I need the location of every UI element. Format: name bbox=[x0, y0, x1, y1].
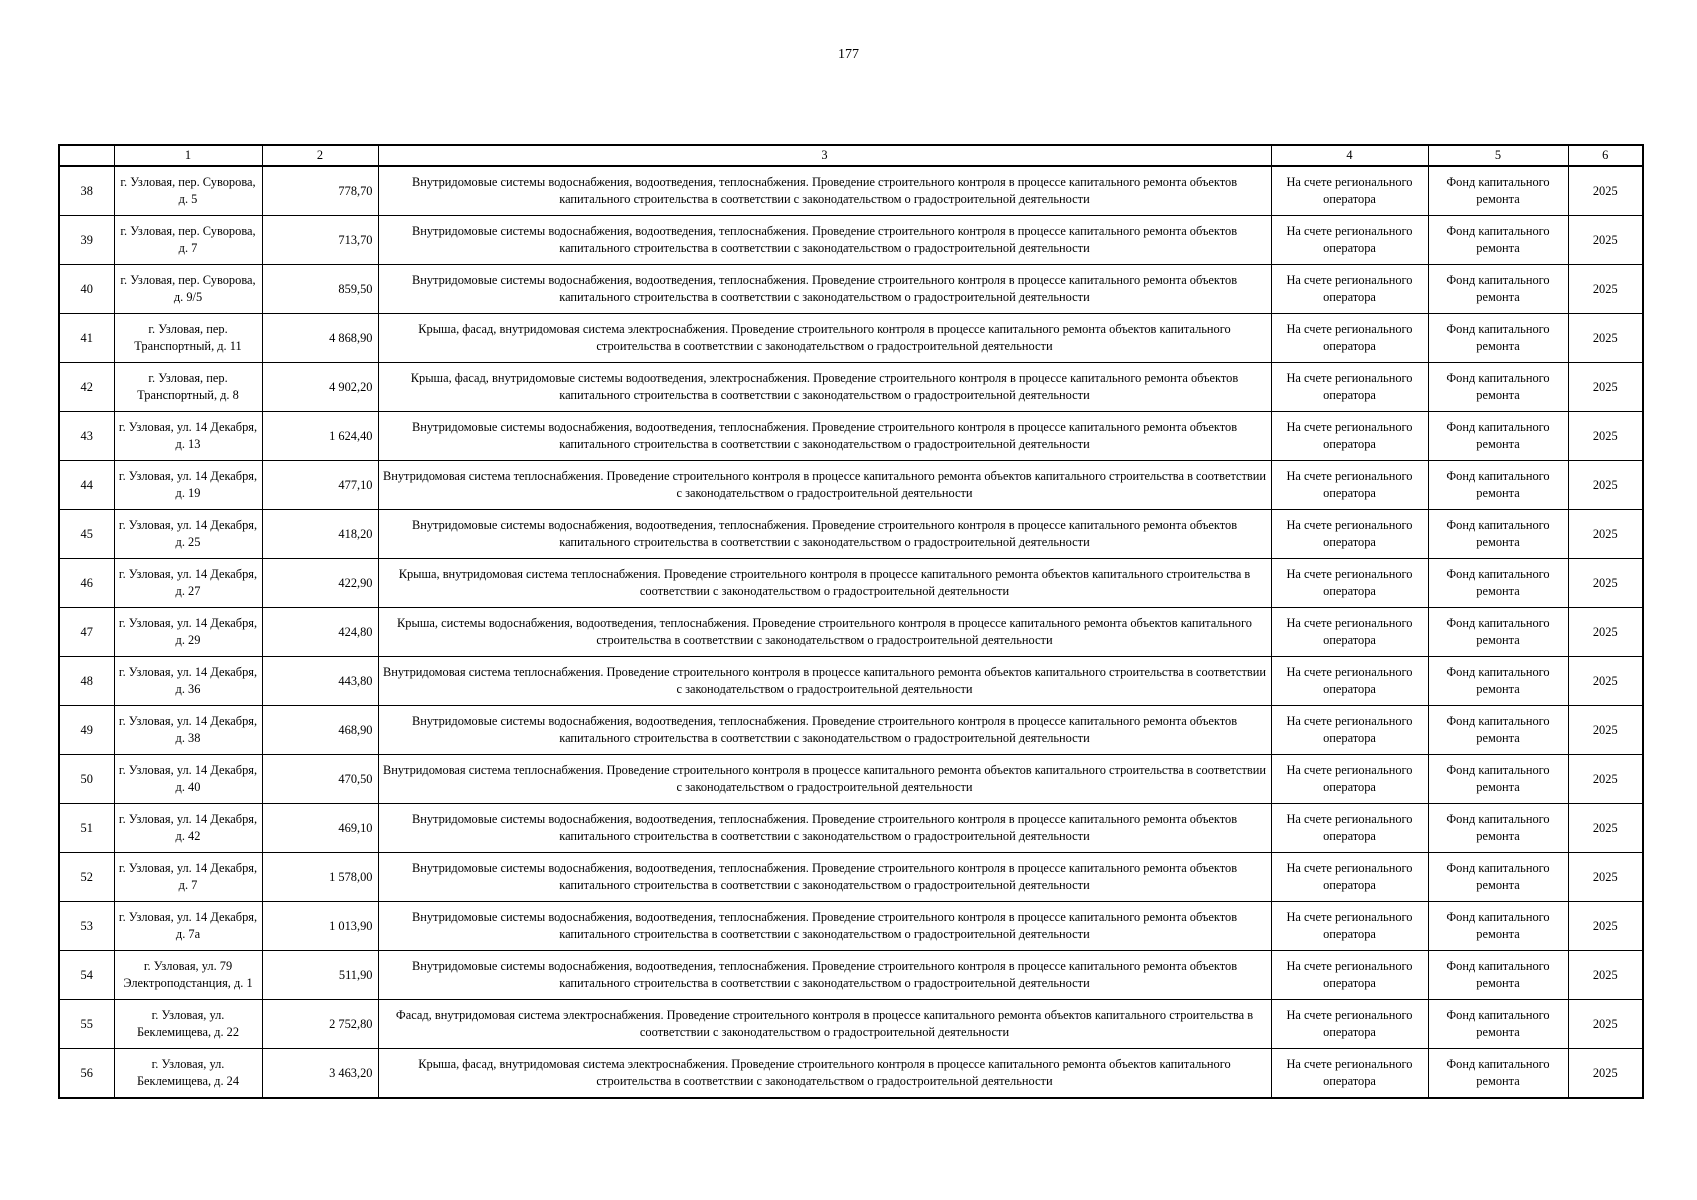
address-cell: г. Узловая, пер. Транспортный, д. 8 bbox=[114, 363, 262, 412]
funding-source-cell: Фонд капитального ремонта bbox=[1428, 706, 1568, 755]
area-cell: 418,20 bbox=[262, 510, 378, 559]
area-cell: 3 463,20 bbox=[262, 1049, 378, 1099]
funding-source-cell: Фонд капитального ремонта bbox=[1428, 853, 1568, 902]
table-row bbox=[59, 559, 1643, 608]
area-cell: 477,10 bbox=[262, 461, 378, 510]
year-cell: 2025 bbox=[1568, 853, 1643, 902]
row-number-cell: 39 bbox=[59, 216, 114, 265]
address-cell: г. Узловая, ул. 14 Декабря, д. 13 bbox=[114, 412, 262, 461]
funding-source-cell: Фонд капитального ремонта bbox=[1428, 804, 1568, 853]
funding-source-cell: Фонд капитального ремонта bbox=[1428, 755, 1568, 804]
account-cell: На счете регионального оператора bbox=[1271, 510, 1428, 559]
work-description-cell: Крыша, внутридомовая система теплоснабжения. Проведение строительного контроля в процессе капитального ремонта объектов капитального строительства в соответствии с законодательством о градостроительной деятельности bbox=[378, 559, 1271, 608]
row-number-cell: 52 bbox=[59, 853, 114, 902]
address-cell: г. Узловая, пер. Суворова, д. 7 bbox=[114, 216, 262, 265]
area-cell: 713,70 bbox=[262, 216, 378, 265]
account-cell: На счете регионального оператора bbox=[1271, 902, 1428, 951]
work-description-cell: Внутридомовые системы водоснабжения, водоотведения, теплоснабжения. Проведение строительного контроля в процессе капитального ремонта объектов капитального строительства в соответствии с законодательством о градостроительной деятельности bbox=[378, 951, 1271, 1000]
account-cell: На счете регионального оператора bbox=[1271, 412, 1428, 461]
year-cell: 2025 bbox=[1568, 657, 1643, 706]
header-cell-5: 5 bbox=[1428, 145, 1568, 166]
row-number-cell: 49 bbox=[59, 706, 114, 755]
area-cell: 511,90 bbox=[262, 951, 378, 1000]
table-row bbox=[59, 314, 1643, 363]
area-cell: 2 752,80 bbox=[262, 1000, 378, 1049]
year-cell: 2025 bbox=[1568, 363, 1643, 412]
address-cell: г. Узловая, ул. 14 Декабря, д. 25 bbox=[114, 510, 262, 559]
work-description-cell: Крыша, системы водоснабжения, водоотведения, теплоснабжения. Проведение строительного контроля в процессе капитального ремонта объектов капитального строительства в соответствии с законодательством о градостроительной деятельности bbox=[378, 608, 1271, 657]
funding-source-cell: Фонд капитального ремонта bbox=[1428, 363, 1568, 412]
row-number-cell: 45 bbox=[59, 510, 114, 559]
area-cell: 424,80 bbox=[262, 608, 378, 657]
funding-source-cell: Фонд капитального ремонта bbox=[1428, 951, 1568, 1000]
year-cell: 2025 bbox=[1568, 951, 1643, 1000]
address-cell: г. Узловая, ул. Беклемищева, д. 24 bbox=[114, 1049, 262, 1099]
account-cell: На счете регионального оператора bbox=[1271, 363, 1428, 412]
area-cell: 859,50 bbox=[262, 265, 378, 314]
account-cell: На счете регионального оператора bbox=[1271, 657, 1428, 706]
account-cell: На счете регионального оператора bbox=[1271, 1000, 1428, 1049]
area-cell: 1 578,00 bbox=[262, 853, 378, 902]
table-row bbox=[59, 412, 1643, 461]
account-cell: На счете регионального оператора bbox=[1271, 1049, 1428, 1099]
address-cell: г. Узловая, ул. Беклемищева, д. 22 bbox=[114, 1000, 262, 1049]
funding-source-cell: Фонд капитального ремонта bbox=[1428, 902, 1568, 951]
account-cell: На счете регионального оператора bbox=[1271, 706, 1428, 755]
row-number-cell: 48 bbox=[59, 657, 114, 706]
row-number-cell: 40 bbox=[59, 265, 114, 314]
funding-source-cell: Фонд капитального ремонта bbox=[1428, 461, 1568, 510]
year-cell: 2025 bbox=[1568, 902, 1643, 951]
account-cell: На счете регионального оператора bbox=[1271, 804, 1428, 853]
account-cell: На счете регионального оператора bbox=[1271, 608, 1428, 657]
table-row bbox=[59, 1000, 1643, 1049]
address-cell: г. Узловая, пер. Транспортный, д. 11 bbox=[114, 314, 262, 363]
year-cell: 2025 bbox=[1568, 314, 1643, 363]
year-cell: 2025 bbox=[1568, 412, 1643, 461]
account-cell: На счете регионального оператора bbox=[1271, 216, 1428, 265]
header-cell-num bbox=[59, 145, 114, 166]
work-description-cell: Внутридомовые системы водоснабжения, водоотведения, теплоснабжения. Проведение строительного контроля в процессе капитального ремонта объектов капитального строительства в соответствии с законодательством о градостроительной деятельности bbox=[378, 216, 1271, 265]
work-description-cell: Крыша, фасад, внутридомовая система электроснабжения. Проведение строительного контроля в процессе капитального ремонта объектов капитального строительства в соответствии с законодательством о градостроительной деятельности bbox=[378, 1049, 1271, 1099]
year-cell: 2025 bbox=[1568, 559, 1643, 608]
area-cell: 4 868,90 bbox=[262, 314, 378, 363]
capital-repair-table bbox=[58, 144, 1644, 1099]
area-cell: 1 624,40 bbox=[262, 412, 378, 461]
row-number-cell: 54 bbox=[59, 951, 114, 1000]
year-cell: 2025 bbox=[1568, 804, 1643, 853]
work-description-cell: Крыша, фасад, внутридомовая система электроснабжения. Проведение строительного контроля в процессе капитального ремонта объектов капитального строительства в соответствии с законодательством о градостроительной деятельности bbox=[378, 314, 1271, 363]
work-description-cell: Внутридомовые системы водоснабжения, водоотведения, теплоснабжения. Проведение строительного контроля в процессе капитального ремонта объектов капитального строительства в соответствии с законодательством о градостроительной деятельности bbox=[378, 853, 1271, 902]
work-description-cell: Внутридомовые системы водоснабжения, водоотведения, теплоснабжения. Проведение строительного контроля в процессе капитального ремонта объектов капитального строительства в соответствии с законодательством о градостроительной деятельности bbox=[378, 804, 1271, 853]
table-row bbox=[59, 706, 1643, 755]
work-description-cell: Внутридомовые системы водоснабжения, водоотведения, теплоснабжения. Проведение строительного контроля в процессе капитального ремонта объектов капитального строительства в соответствии с законодательством о градостроительной деятельности bbox=[378, 902, 1271, 951]
header-cell-3: 3 bbox=[378, 145, 1271, 166]
area-cell: 4 902,20 bbox=[262, 363, 378, 412]
address-cell: г. Узловая, ул. 14 Декабря, д. 7 bbox=[114, 853, 262, 902]
table-row bbox=[59, 657, 1643, 706]
row-number-cell: 42 bbox=[59, 363, 114, 412]
header-cell-2: 2 bbox=[262, 145, 378, 166]
funding-source-cell: Фонд капитального ремонта bbox=[1428, 314, 1568, 363]
address-cell: г. Узловая, ул. 14 Декабря, д. 7а bbox=[114, 902, 262, 951]
area-cell: 469,10 bbox=[262, 804, 378, 853]
address-cell: г. Узловая, ул. 14 Декабря, д. 42 bbox=[114, 804, 262, 853]
funding-source-cell: Фонд капитального ремонта bbox=[1428, 216, 1568, 265]
table-body bbox=[59, 145, 1643, 1098]
table-row bbox=[59, 804, 1643, 853]
table-row bbox=[59, 216, 1643, 265]
table-row bbox=[59, 902, 1643, 951]
table-row bbox=[59, 608, 1643, 657]
address-cell: г. Узловая, ул. 14 Декабря, д. 19 bbox=[114, 461, 262, 510]
account-cell: На счете регионального оператора bbox=[1271, 166, 1428, 216]
year-cell: 2025 bbox=[1568, 755, 1643, 804]
work-description-cell: Внутридомовые системы водоснабжения, водоотведения, теплоснабжения. Проведение строительного контроля в процессе капитального ремонта объектов капитального строительства в соответствии с законодательством о градостроительной деятельности bbox=[378, 265, 1271, 314]
year-cell: 2025 bbox=[1568, 608, 1643, 657]
area-cell: 1 013,90 bbox=[262, 902, 378, 951]
funding-source-cell: Фонд капитального ремонта bbox=[1428, 608, 1568, 657]
table-row bbox=[59, 461, 1643, 510]
year-cell: 2025 bbox=[1568, 706, 1643, 755]
account-cell: На счете регионального оператора bbox=[1271, 755, 1428, 804]
funding-source-cell: Фонд капитального ремонта bbox=[1428, 412, 1568, 461]
header-cell-4: 4 bbox=[1271, 145, 1428, 166]
row-number-cell: 53 bbox=[59, 902, 114, 951]
row-number-cell: 43 bbox=[59, 412, 114, 461]
funding-source-cell: Фонд капитального ремонта bbox=[1428, 166, 1568, 216]
work-description-cell: Внутридомовая система теплоснабжения. Проведение строительного контроля в процессе капитального ремонта объектов капитального строительства в соответствии с законодательством о градостроительной деятельности bbox=[378, 461, 1271, 510]
address-cell: г. Узловая, ул. 14 Декабря, д. 36 bbox=[114, 657, 262, 706]
page-number: 177 bbox=[838, 47, 859, 62]
account-cell: На счете регионального оператора bbox=[1271, 314, 1428, 363]
table-row bbox=[59, 363, 1643, 412]
area-cell: 778,70 bbox=[262, 166, 378, 216]
funding-source-cell: Фонд капитального ремонта bbox=[1428, 1049, 1568, 1099]
address-cell: г. Узловая, пер. Суворова, д. 5 bbox=[114, 166, 262, 216]
table-row bbox=[59, 265, 1643, 314]
address-cell: г. Узловая, ул. 79 Электроподстанция, д. 1 bbox=[114, 951, 262, 1000]
table-row bbox=[59, 510, 1643, 559]
row-number-cell: 38 bbox=[59, 166, 114, 216]
row-number-cell: 41 bbox=[59, 314, 114, 363]
header-cell-6: 6 bbox=[1568, 145, 1643, 166]
row-number-cell: 55 bbox=[59, 1000, 114, 1049]
year-cell: 2025 bbox=[1568, 1049, 1643, 1099]
area-cell: 470,50 bbox=[262, 755, 378, 804]
year-cell: 2025 bbox=[1568, 166, 1643, 216]
funding-source-cell: Фонд капитального ремонта bbox=[1428, 559, 1568, 608]
work-description-cell: Внутридомовые системы водоснабжения, водоотведения, теплоснабжения. Проведение строительного контроля в процессе капитального ремонта объектов капитального строительства в соответствии с законодательством о градостроительной деятельности bbox=[378, 510, 1271, 559]
row-number-cell: 44 bbox=[59, 461, 114, 510]
area-cell: 443,80 bbox=[262, 657, 378, 706]
row-number-cell: 56 bbox=[59, 1049, 114, 1099]
year-cell: 2025 bbox=[1568, 216, 1643, 265]
row-number-cell: 47 bbox=[59, 608, 114, 657]
funding-source-cell: Фонд капитального ремонта bbox=[1428, 265, 1568, 314]
table-row bbox=[59, 853, 1643, 902]
work-description-cell: Внутридомовые системы водоснабжения, водоотведения, теплоснабжения. Проведение строительного контроля в процессе капитального ремонта объектов капитального строительства в соответствии с законодательством о градостроительной деятельности bbox=[378, 412, 1271, 461]
account-cell: На счете регионального оператора bbox=[1271, 951, 1428, 1000]
year-cell: 2025 bbox=[1568, 1000, 1643, 1049]
row-number-cell: 50 bbox=[59, 755, 114, 804]
table-row bbox=[59, 1049, 1643, 1099]
table-row bbox=[59, 951, 1643, 1000]
work-description-cell: Внутридомовая система теплоснабжения. Проведение строительного контроля в процессе капитального ремонта объектов капитального строительства в соответствии с законодательством о градостроительной деятельности bbox=[378, 657, 1271, 706]
table-row bbox=[59, 755, 1643, 804]
account-cell: На счете регионального оператора bbox=[1271, 559, 1428, 608]
account-cell: На счете регионального оператора bbox=[1271, 265, 1428, 314]
address-cell: г. Узловая, пер. Суворова, д. 9/5 bbox=[114, 265, 262, 314]
area-cell: 468,90 bbox=[262, 706, 378, 755]
header-row bbox=[59, 145, 1643, 166]
address-cell: г. Узловая, ул. 14 Декабря, д. 38 bbox=[114, 706, 262, 755]
work-description-cell: Внутридомовая система теплоснабжения. Проведение строительного контроля в процессе капитального ремонта объектов капитального строительства в соответствии с законодательством о градостроительной деятельности bbox=[378, 755, 1271, 804]
work-description-cell: Крыша, фасад, внутридомовые системы водоотведения, электроснабжения. Проведение строительного контроля в процессе капитального ремонта объектов капитального строительства в соответствии с законодательством о градостроительной деятельности bbox=[378, 363, 1271, 412]
row-number-cell: 51 bbox=[59, 804, 114, 853]
funding-source-cell: Фонд капитального ремонта bbox=[1428, 1000, 1568, 1049]
year-cell: 2025 bbox=[1568, 461, 1643, 510]
address-cell: г. Узловая, ул. 14 Декабря, д. 40 bbox=[114, 755, 262, 804]
work-description-cell: Внутридомовые системы водоснабжения, водоотведения, теплоснабжения. Проведение строительного контроля в процессе капитального ремонта объектов капитального строительства в соответствии с законодательством о градостроительной деятельности bbox=[378, 166, 1271, 216]
row-number-cell: 46 bbox=[59, 559, 114, 608]
address-cell: г. Узловая, ул. 14 Декабря, д. 29 bbox=[114, 608, 262, 657]
area-cell: 422,90 bbox=[262, 559, 378, 608]
funding-source-cell: Фонд капитального ремонта bbox=[1428, 657, 1568, 706]
work-description-cell: Внутридомовые системы водоснабжения, водоотведения, теплоснабжения. Проведение строительного контроля в процессе капитального ремонта объектов капитального строительства в соответствии с законодательством о градостроительной деятельности bbox=[378, 706, 1271, 755]
funding-source-cell: Фонд капитального ремонта bbox=[1428, 510, 1568, 559]
year-cell: 2025 bbox=[1568, 510, 1643, 559]
account-cell: На счете регионального оператора bbox=[1271, 461, 1428, 510]
year-cell: 2025 bbox=[1568, 265, 1643, 314]
account-cell: На счете регионального оператора bbox=[1271, 853, 1428, 902]
work-description-cell: Фасад, внутридомовая система электроснабжения. Проведение строительного контроля в процессе капитального ремонта объектов капитального строительства в соответствии с законодательством о градостроительной деятельности bbox=[378, 1000, 1271, 1049]
table-row bbox=[59, 166, 1643, 216]
address-cell: г. Узловая, ул. 14 Декабря, д. 27 bbox=[114, 559, 262, 608]
header-cell-1: 1 bbox=[114, 145, 262, 166]
